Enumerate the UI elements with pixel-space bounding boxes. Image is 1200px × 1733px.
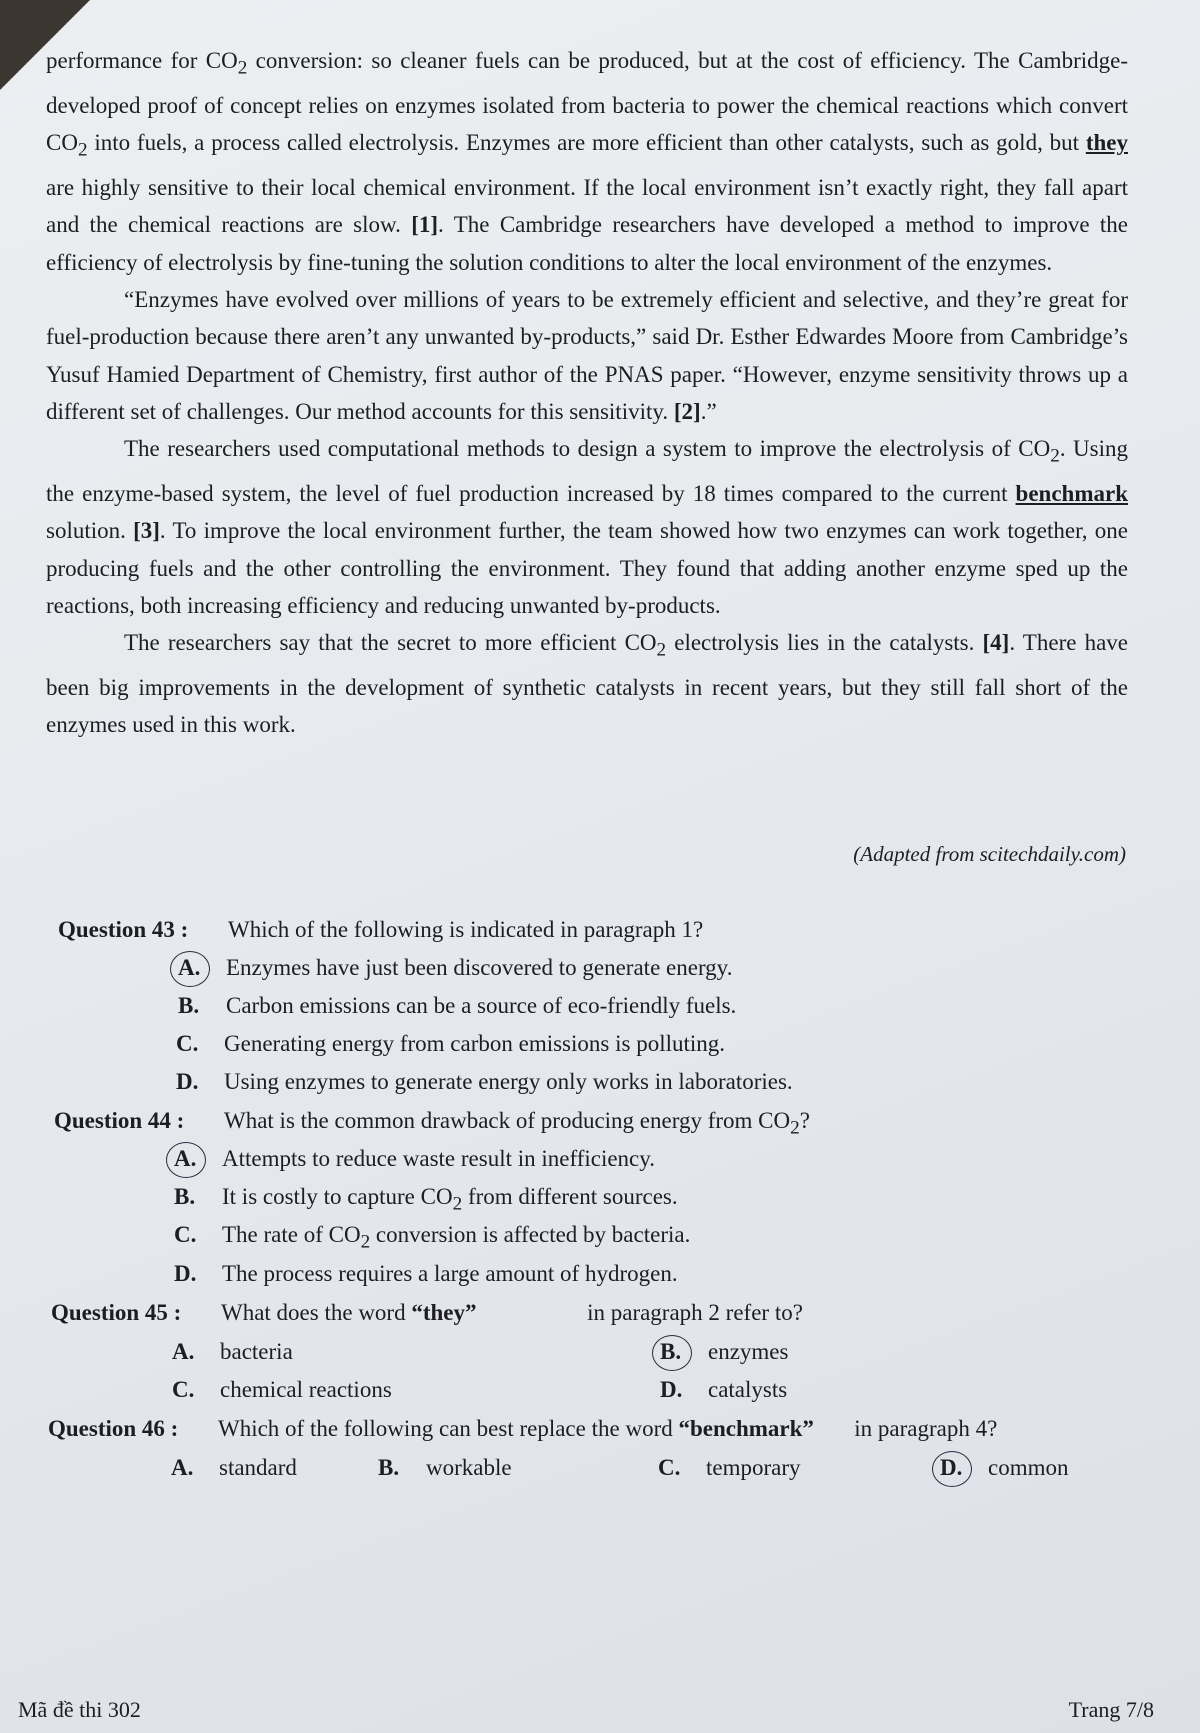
page-number: Trang 7/8 — [1068, 1697, 1154, 1722]
question-46-option-d[interactable]: D. common — [940, 1455, 1069, 1480]
question-43-option-b[interactable]: B. Carbon emissions can be a source of eco-friendly fuels. — [178, 993, 737, 1018]
question-46-text: Which of the following can best replace the word “benchmark” in paragraph 4? — [218, 1416, 998, 1441]
question-46-stem — [48, 1416, 997, 1442]
question-45-text: What does the word “they” in paragraph 2 refer to? — [221, 1300, 803, 1325]
question-44-text: What is the common drawback of producing energy from $CO_2$? — [224, 1108, 810, 1139]
option-letter: D. — [174, 1261, 197, 1286]
option-letter: C. — [174, 1222, 197, 1247]
question-43-stem — [58, 917, 703, 943]
question-43-option-d[interactable]: D. Using enzymes to generate energy only works in laboratories. — [176, 1069, 793, 1094]
paragraph-2: “Enzymes have evolved over millions of years to be extremely efficient and selective, and they’re great for fuel-production because there aren’t any unwanted by-products,” said Dr. Esther Edwardes Moore from Cambridge’s Yusuf Hamied Department of Chemistry, first author of the PNAS paper. “However, enzyme sensitivity throws up a different set of challenges. Our method accounts for this sensitivity. [2].” — [46, 286, 1128, 424]
question-46-option-b[interactable]: B. workable — [378, 1455, 512, 1480]
question-44-option-c[interactable]: C. The rate of $CO_2$ conversion is affected by bacteria. — [174, 1222, 691, 1253]
paragraph-3: The researchers used computational methods to design a system to improve the electrolysis of $CO_2$. Using the enzyme-based system, the level of fuel production increased by 18 times compared to the current benchmark solution. [3]. To improve the local environment further, the team showed how two enzymes can work together, one producing fuels and the other controlling the environment. They found that adding another enzyme sped up the reactions, both increasing efficiency and reducing unwanted by-products. — [46, 436, 1129, 618]
paragraph-4: The researchers say that the secret to more efficient $CO_2$ electrolysis lies in the catalysts. [4]. There have been big improvements in the development of synthetic catalysts in recent years, but they still fall short of the enzymes used in this work. — [46, 630, 1128, 738]
question-46-label: Question 46 : — [48, 1416, 179, 1441]
question-44-option-d[interactable]: D. The process requires a large amount of hydrogen. — [174, 1261, 678, 1286]
option-letter: C. — [658, 1455, 681, 1480]
question-46-option-c[interactable]: C. temporary — [658, 1455, 801, 1480]
option-letter: A. — [178, 955, 226, 981]
question-43-option-c[interactable]: C. Generating energy from carbon emissions is polluting. — [176, 1031, 726, 1056]
question-43-text: Which of the following is indicated in paragraph 1? — [228, 917, 704, 942]
option-letter: B. — [378, 1455, 400, 1480]
option-letter: B. — [178, 993, 200, 1018]
option-letter: D. — [940, 1455, 988, 1481]
option-letter: C. — [176, 1031, 199, 1056]
question-43-option-a[interactable]: A. Enzymes have just been discovered to generate energy. — [178, 955, 733, 980]
question-43-label: Question 43 : — [58, 917, 189, 942]
question-44-option-b[interactable]: B. It is costly to capture $CO_2$ from different sources. — [174, 1184, 678, 1215]
question-45-option-b[interactable]: B. enzymes — [660, 1339, 789, 1364]
option-letter: A. — [171, 1455, 194, 1480]
source-citation: (Adapted from scitechdaily.com) — [853, 842, 1126, 866]
option-letter: C. — [172, 1377, 195, 1402]
question-45-option-a[interactable]: A. bacteria — [172, 1339, 293, 1364]
question-45-option-d[interactable]: D. catalysts — [660, 1377, 788, 1402]
question-44-label: Question 44 : — [54, 1108, 185, 1133]
option-letter: B. — [660, 1339, 708, 1365]
question-45-option-c[interactable]: C. chemical reactions — [172, 1377, 392, 1402]
exam-code: Mã đề thi 302 — [18, 1697, 141, 1722]
option-letter: A. — [174, 1146, 222, 1172]
option-letter: D. — [176, 1069, 199, 1094]
paragraph-1: performance for $CO_2$ conversion: so cleaner fuels can be produced, but at the cost of efficiency. The Cambridge-developed proof of concept relies on enzymes isolated from bacteria to power the chemical reactions which convert $CO_2$ into fuels, a process called electrolysis. Enzymes are more efficient than other catalysts, such as gold, but they are highly sensitive to their local chemical environment. If the local environment isn’t exactly right, they fall apart and the chemical reactions are slow. [1]. The Cambridge researchers have developed a method to improve the efficiency of electrolysis by fine-tuning the solution conditions to alter the local environment of the enzymes. — [46, 48, 1128, 275]
question-46-option-a[interactable]: A. standard — [171, 1455, 297, 1480]
option-letter: D. — [660, 1377, 683, 1402]
question-45-label: Question 45 : — [51, 1300, 182, 1325]
question-44-stem — [54, 1108, 810, 1140]
question-45-stem — [51, 1300, 803, 1326]
reading-passage — [46, 42, 1128, 744]
question-44-option-a[interactable]: A. Attempts to reduce waste result in inefficiency. — [174, 1146, 656, 1171]
option-letter: B. — [174, 1184, 196, 1209]
option-letter: A. — [172, 1339, 195, 1364]
